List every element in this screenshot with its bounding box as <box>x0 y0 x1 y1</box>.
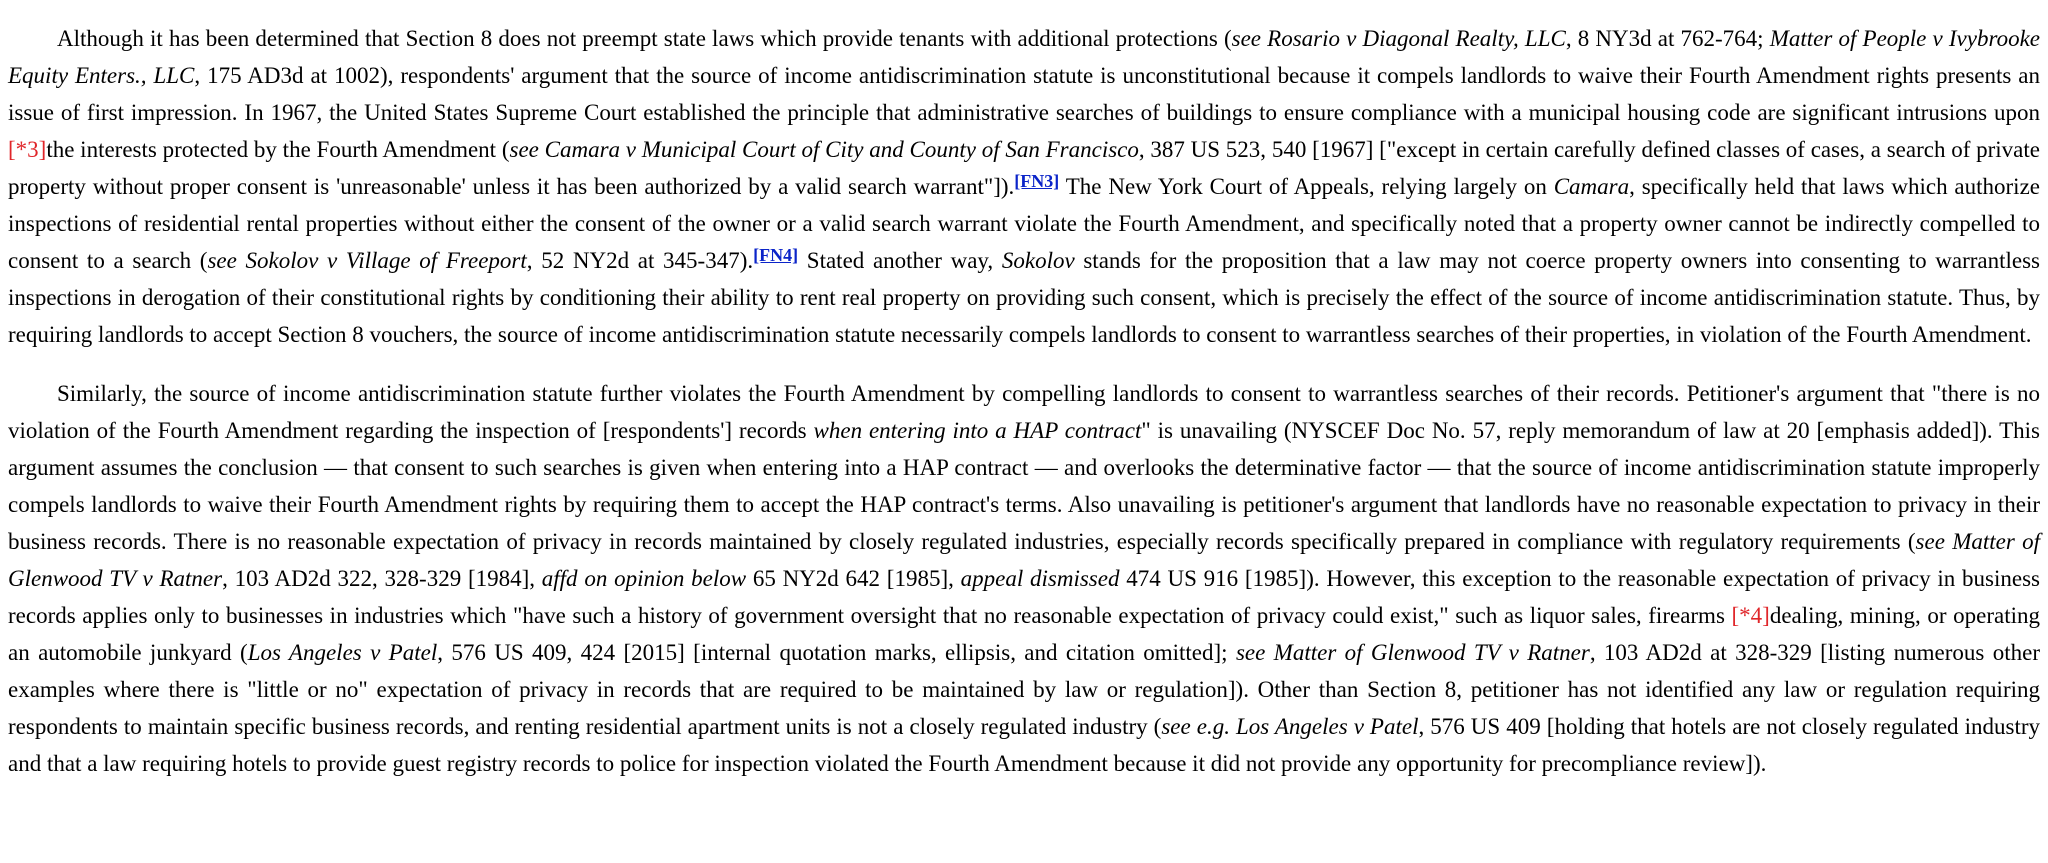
page-marker: [*3] <box>8 137 47 162</box>
case-citation: see Camara v Municipal Court of City and County of San Francisco <box>509 137 1139 162</box>
body-text: , 175 AD3d at 1002), respondents' argument that the source of income antidiscrimination statute is unconstitutional because it compels landlords to waive their Fourth Amendment rights presents an issue of first impression. In 1967, the United States Supreme Court established the principle that administrative searches of buildings to ensure compliance with a municipal housing code are significant intrusions upon <box>8 63 2040 125</box>
body-text: , specifically held that laws which authorize inspections of residential rental properties without either the consent of the owner or a valid search warrant violate the Fourth Amendment, and specifically noted that a property owner cannot be indirectly compelled to consent to a search ( <box>8 174 2040 273</box>
case-citation: Sokolov <box>1001 248 1075 273</box>
body-text: Stated another way, <box>798 248 1002 273</box>
body-text: stands for the proposition that a law may not coerce property owners into consenting to warrantless inspections in derogation of their constitutional rights by conditioning their ability to rent real property on providing such consent, which is precisely the effect of the source of income antidiscrimination statute. Thus, by requiring landlords to accept Section 8 vouchers, the source of income antidiscrimination statute necessarily compels landlords to consent to warrantless searches of their properties, in violation of the Fourth Amendment. <box>8 248 2041 347</box>
body-text: the interests protected by the Fourth Amendment ( <box>46 137 510 162</box>
body-text: , 576 US 409 [holding that hotels are not closely regulated industry and that a law requiring hotels to provide guest registry records to police for inspection violated the Fourth Amendment because it did not provide any opportunity for precompliance review]). <box>8 714 2040 776</box>
case-citation: appeal dismissed <box>960 566 1120 591</box>
page-marker: [*4] <box>1731 603 1770 628</box>
body-text: , 576 US 409, 424 [2015] [internal quotation marks, ellipsis, and citation omitted]; <box>437 640 1236 665</box>
body-text: Although it has been determined that Section 8 does not preempt state laws which provide tenants with additional protections ( <box>57 26 1232 51</box>
case-citation: Los Angeles v Patel <box>247 640 438 665</box>
footnote-link[interactable]: [FN3] <box>1014 171 1060 191</box>
body-text: , 103 AD2d at 328-329 [listing numerous other examples where there is "little or no" expectation of privacy in records that are required to be maintained by law or regulation]). Other than Section 8, petitioner has not identified any law or regulation requiring respondents to maintain specific business records, and renting residential apartment units is not a closely regulated industry ( <box>8 640 2041 739</box>
body-text: Similarly, the source of income antidiscrimination statute further violates the Fourth Amendment by compelling landlords to consent to warrantless searches of their records. Petitioner's argument that "there is no violation of the Fourth Amendment regarding the inspection of [respondents'] records <box>8 381 2040 443</box>
case-citation: see Matter of Glenwood TV v Ratner <box>8 529 2040 591</box>
body-text: , 103 AD2d 322, 328-329 [1984], <box>222 566 542 591</box>
body-text: , 52 NY2d at 345-347). <box>526 248 754 273</box>
case-citation: see Sokolov v Village of Freeport <box>207 248 527 273</box>
body-text: " is unavailing (NYSCEF Doc No. 57, reply memorandum of law at 20 [emphasis added]). This argument assumes the conclusion — that consent to such searches is given when entering into a HAP contract — and overlooks the determinative factor — that the source of income antidiscrimination statute improperly compels landlords to waive their Fourth Amendment rights by requiring them to accept the HAP contract's terms. Also unavailing is petitioner's argument that landlords have no reasonable expectation to privacy in their business records. There is no reasonable expectation of privacy in records maintained by closely regulated industries, especially records specifically prepared in compliance with regulatory requirements ( <box>8 418 2041 554</box>
case-citation: see Matter of Glenwood TV v Ratner <box>1235 640 1590 665</box>
body-text: , 387 US 523, 540 [1967] ["except in certain carefully defined classes of cases, a search of private property without proper consent is 'unreasonable' unless it has been authorized by a valid search warrant"]). <box>8 137 2040 199</box>
case-citation: see e.g. Los Angeles v Patel <box>1161 714 1419 739</box>
body-text: , 8 NY3d at 762-764; <box>1565 26 1770 51</box>
body-text: The New York Court of Appeals, relying largely on <box>1059 174 1554 199</box>
opinion-paragraph-2 <box>8 375 2040 782</box>
case-citation: see Rosario v Diagonal Realty, LLC <box>1231 26 1566 51</box>
case-citation: Matter of People v Ivybrooke Equity Enters., LLC <box>8 26 2040 88</box>
case-citation: affd on opinion below <box>541 566 747 591</box>
case-citation: Camara <box>1553 174 1630 199</box>
body-text: dealing, mining, or operating an automobile junkyard ( <box>8 603 2040 665</box>
body-text: 474 US 916 [1985]). However, this exception to the reasonable expectation of privacy in business records applies only to businesses in industries which "have such a history of government oversight that no reasonable expectation of privacy could exist," such as liquor sales, firearms <box>8 566 2040 628</box>
opinion-paragraph-1 <box>8 20 2040 353</box>
body-text: 65 NY2d 642 [1985], <box>746 566 961 591</box>
case-citation: when entering into a HAP contract <box>813 418 1142 443</box>
footnote-link[interactable]: [FN4] <box>753 245 799 265</box>
